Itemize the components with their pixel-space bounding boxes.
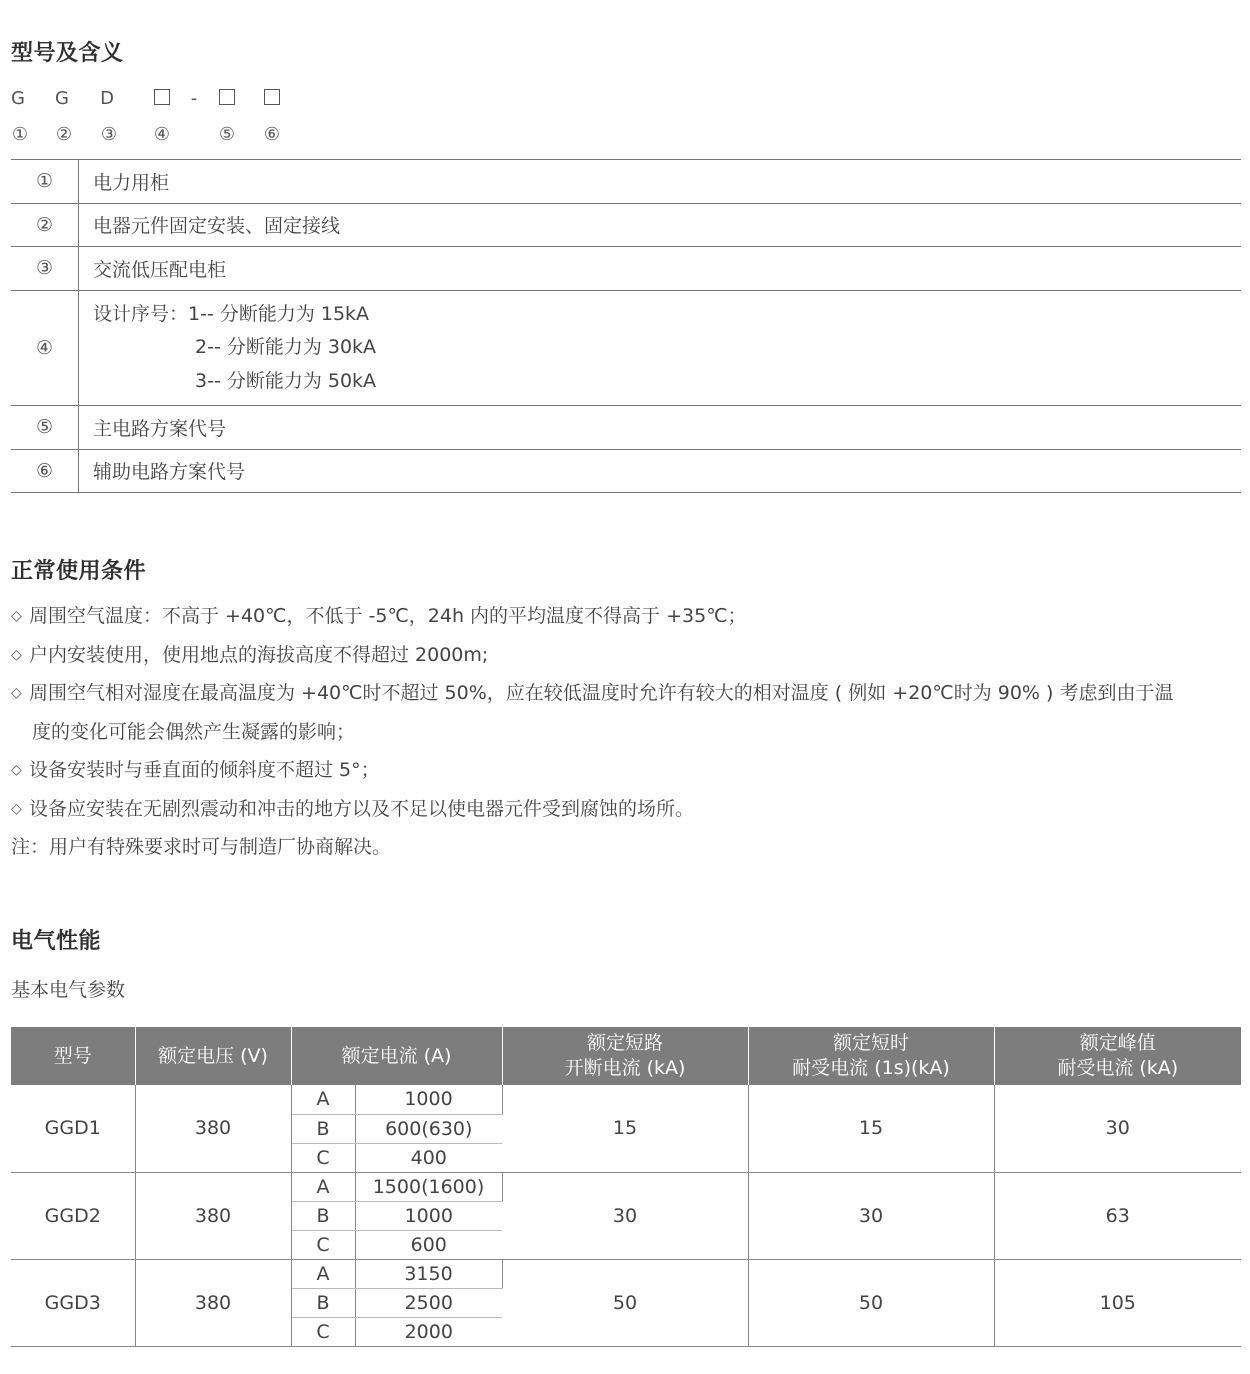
cell-voltage: 380 [135, 1259, 291, 1346]
cell-current: 3150 [355, 1259, 502, 1288]
cell-voltage: 380 [135, 1172, 291, 1259]
meaning-row [11, 291, 1241, 407]
meaning-number: ④ [11, 291, 79, 406]
cell-current-class: C [291, 1230, 355, 1259]
model-meaning-table [11, 159, 1241, 493]
header-short-time: 额定短时 耐受电流 (1s)(kA) [748, 1027, 994, 1085]
code-placeholder-box [217, 88, 237, 109]
meaning-text: 辅助电路方案代号 [93, 461, 246, 484]
code-dash: - [190, 88, 198, 109]
model-code-letters [11, 88, 311, 112]
cell-model: GGD3 [11, 1259, 135, 1346]
cell-current-class: C [291, 1143, 355, 1172]
condition-item [11, 597, 1241, 636]
diamond-bullet-icon: ◇ [11, 800, 22, 817]
condition-item [11, 790, 1241, 829]
cell-peak: 105 [994, 1259, 1241, 1346]
condition-text: 设备安装时与垂直面的倾斜度不超过 5°； [29, 759, 380, 781]
meaning-row [11, 406, 1241, 450]
code-letter: D [100, 88, 114, 109]
meaning-number: ③ [11, 247, 79, 290]
code-number: ⑤ [218, 124, 236, 145]
diamond-bullet-icon: ◇ [11, 646, 22, 663]
meaning-number: ① [11, 160, 79, 203]
cell-voltage: 380 [135, 1085, 291, 1172]
cell-current-class: B [291, 1288, 355, 1317]
meaning-number: ⑥ [11, 450, 79, 493]
diamond-bullet-icon: ◇ [11, 685, 22, 701]
meaning-text: 电力用柜 [93, 171, 170, 194]
cell-current: 2000 [355, 1317, 502, 1346]
section-title-model: 型号及含义 [11, 41, 124, 66]
header-model: 型号 [11, 1027, 135, 1085]
code-letter: G [11, 88, 25, 109]
cell-model: GGD1 [11, 1085, 135, 1172]
cell-current: 2500 [355, 1288, 502, 1317]
meaning-row [11, 450, 1241, 494]
meaning-row [11, 247, 1241, 291]
cell-breaking: 30 [502, 1172, 748, 1259]
design-series-line: 2-- 分断能力为 30kA [195, 336, 377, 358]
code-letter: G [55, 88, 69, 109]
condition-text: 周围空气相对湿度在最高温度为 +40℃时不超过 50%，应在较低温度时允许有较大的相对温度 ( 例如 +20℃时为 90% ) 考虑到由于温 [29, 682, 1174, 704]
section-subtitle-electrical: 基本电气参数 [11, 979, 126, 1001]
cell-current-class: B [291, 1201, 355, 1230]
cell-current-class: B [291, 1114, 355, 1143]
cell-current-class: A [291, 1085, 355, 1114]
condition-text: 户内安装使用，使用地点的海拔高度不得超过 2000m; [29, 643, 489, 666]
meaning-text [79, 291, 1241, 406]
header-voltage: 额定电压 (V) [135, 1027, 291, 1085]
cell-breaking: 15 [502, 1085, 748, 1172]
meaning-text: 交流低压配电柜 [93, 258, 227, 281]
code-placeholder-box [152, 88, 172, 109]
cell-current: 600 [355, 1230, 502, 1259]
cell-short-time: 15 [748, 1085, 994, 1172]
cell-peak: 30 [994, 1085, 1241, 1172]
conditions-note: 注：用户有特殊要求时可与制造厂协商解决。 [11, 836, 392, 858]
table-row [11, 1085, 1241, 1114]
cell-model: GGD2 [11, 1172, 135, 1259]
condition-text: 设备应安装在无剧烈震动和冲击的地方以及不足以使电器元件受到腐蚀的场所。 [29, 797, 695, 820]
condition-text: 度的变化可能会偶然产生凝露的影响； [32, 720, 356, 743]
meaning-text: 主电路方案代号 [93, 417, 227, 440]
code-number: ② [55, 124, 73, 145]
cell-short-time: 30 [748, 1172, 994, 1259]
code-number: ④ [153, 124, 171, 145]
condition-text: 周围空气温度：不高于 +40℃，不低于 -5℃，24h 内的平均温度不得高于 +35℃； [29, 605, 747, 627]
cell-breaking: 50 [502, 1259, 748, 1346]
conditions-list [11, 597, 1241, 867]
header-peak: 额定峰值 耐受电流 (kA) [994, 1027, 1241, 1085]
cell-current: 1000 [355, 1085, 502, 1114]
header-current: 额定电流 (A) [291, 1027, 502, 1085]
model-code-numbers [11, 124, 311, 148]
cell-current-class: C [291, 1317, 355, 1346]
meaning-number: ② [11, 204, 79, 247]
electrical-parameters-table [11, 1027, 1241, 1347]
code-number: ③ [100, 124, 118, 145]
meaning-row [11, 160, 1241, 204]
condition-item [11, 751, 1241, 790]
table-row [11, 1172, 1241, 1201]
condition-item [11, 636, 1241, 675]
cell-current: 400 [355, 1143, 502, 1172]
section-title-electrical: 电气性能 [11, 929, 102, 954]
header-breaking: 额定短路 开断电流 (kA) [502, 1027, 748, 1085]
design-series-line: 设计序号：1-- 分断能力为 15kA [93, 302, 370, 325]
code-number: ① [11, 124, 29, 145]
cell-short-time: 50 [748, 1259, 994, 1346]
design-series-line: 3-- 分断能力为 50kA [195, 369, 377, 392]
table-row [11, 1259, 1241, 1288]
condition-item [11, 674, 1241, 713]
diamond-bullet-icon: ◇ [11, 762, 22, 778]
cell-current: 1000 [355, 1201, 502, 1230]
meaning-text: 电器元件固定安装、固定接线 [93, 215, 341, 238]
condition-item-continuation [11, 713, 1241, 752]
section-title-conditions: 正常使用条件 [11, 559, 147, 584]
code-placeholder-box [262, 88, 282, 109]
diamond-bullet-icon: ◇ [11, 608, 22, 624]
cell-current: 600(630) [355, 1114, 502, 1143]
cell-current-class: A [291, 1259, 355, 1288]
code-number: ⑥ [263, 124, 281, 145]
meaning-number: ⑤ [11, 406, 79, 449]
table-header-row [11, 1027, 1241, 1085]
meaning-row [11, 204, 1241, 248]
cell-peak: 63 [994, 1172, 1241, 1259]
cell-current: 1500(1600) [355, 1172, 502, 1201]
cell-current-class: A [291, 1172, 355, 1201]
